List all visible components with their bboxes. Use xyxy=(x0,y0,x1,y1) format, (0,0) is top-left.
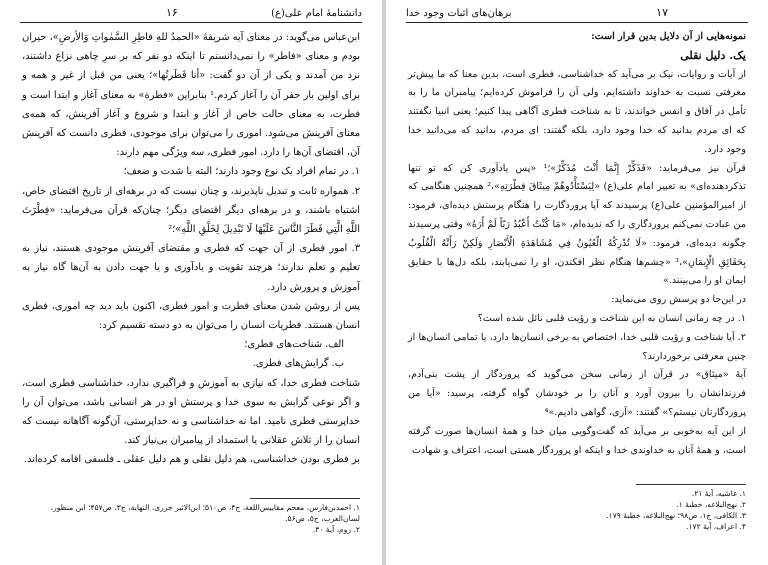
right-page-header xyxy=(406,4,748,23)
paragraph: شناخت فطری خدا، که نیازی به آموزش و فراگیری ندارد، خداشناسی فطری است، و اگر نوعی گرایش به سوی خدا و پرستش او در هر انسانی باشد، می‌توان آن را خداپرستی فطری نامید. اما نه خداشناسی و نه خداپرستی، آن‌گونه آگاهانه نیست که انسان را از تلاش عقلانی یا استمداد از پیامبران بی‌نیاز کند. xyxy=(22,377,360,447)
list-item: ۳. امور فطری از آن جهت که فطری و مقتضای آفرینش موجودی هستند، نیاز به تعلیم و تعلم ندارند؛ هرچند تقویت و یادآوری و یا جهت دادن به آن‌ها گاه نیاز به آموزش و پرورش دارد. xyxy=(22,243,360,293)
paragraph: آیهٔ «میثاق» در قرآن از زمانی سخن می‌گوید که پروردگار از پشت بنی‌آدم، فرزندانشان را بیرون آورد و آنان را بر خودشان گواه گرفته، پرسید: «آیا من پروردگارتان نیستم؟» گفتند: «آری، گواهی دادیم.»⁴ xyxy=(408,369,746,418)
footnote: ۲. روم، آیهٔ ۳۰. xyxy=(312,525,360,534)
list-item: الف. شناخت‌های فطری؛ xyxy=(244,339,344,351)
footnote: ۴. اعراف، آیهٔ ۱۷۲. xyxy=(686,522,746,531)
running-title: دانشنامهٔ امام علی(ع) xyxy=(271,8,362,19)
right-page xyxy=(386,0,768,565)
left-page xyxy=(0,0,382,565)
footnote: ۱. غاشیه، آیهٔ ۲۱. xyxy=(691,489,746,498)
paragraph: ابن‌عباس می‌گوید: در معنای آیه شریفهٔ «الحمدُ للهِ فاطِرِ السَّمٰواتِ وَالأرضِ»، حیران بودم و معنای «فاطر» را نمی‌دانستم تا اینکه دو نفر که بر سرِ چاهی نزاع داشتند، نزد من آمدند و یکی از آن دو گفت: «أنا فَطَرتُها»؛ یعنی من قبل از غیر و همه و برای اولین بار حفر آن را آغاز کردم.¹ بنابراین «فطرة» به معنای آغاز و ابتدا است و فطرت، به معنای حالت خاص از آغاز و ابتدا و شروع و آغاز آفرینش، که همه‌ی معنای آفرینش می‌شود. اموری را می‌توان برای موجودی، فطری دانست که آفرینش آن، اقتضای آن‌ها را دارد. امور فطری، سه ویژگی مهم دارند: xyxy=(22,32,361,159)
paragraph: از این آیه به‌خوبی بر می‌آید که گفت‌وگویی میان خدا و همهٔ انسان‌ها صورت گرفته است، و همهٔ آنان به خداوندی خدا و اینکه او پروردگار هستی است، اعتراف و شهادت xyxy=(408,425,746,456)
paragraph: بر فطری بودن خداشناسی، هم دلیل نقلی و هم دلیل عقلی ـ فلسفی اقامه کرده‌اند. xyxy=(23,454,360,466)
footnote: ۲. نهج‌البلاغه، خطبهٔ ۱. xyxy=(676,500,746,509)
footnotes xyxy=(22,502,360,535)
page-number: ۱۷ xyxy=(656,6,668,19)
right-page-body xyxy=(408,28,746,460)
footnote-divider xyxy=(636,484,746,485)
list-item: ۲. آیا شناخت و رؤیت قلبی خدا، اختصاص به برخی انسان‌ها دارد، یا تمامی انسان‌ها از چنین معرفتی برخوردارند؟ xyxy=(408,331,746,362)
page-number: ۱۶ xyxy=(166,6,178,19)
list-item: ب. گرایش‌های فطری. xyxy=(252,358,344,370)
footnotes xyxy=(408,488,746,532)
left-page-body xyxy=(22,28,360,470)
list-item: ۲. همواره ثابت و تبدیل ناپذیرند، و چنان نیست که در برهه‌ای از تاریخ اقتضای خاص، اشتیاه باشند، و در برهه‌ای دیگر اقتضای دیگر؛ چنان‌که قرآن می‌فرماید: «فِطْرَتَ اللَّهِ الَّتِي فَطَرَ النَّاسَ عَلَيْهَا لَا تَبْدِيلَ لِخَلْقِ اللَّهِ»؛² xyxy=(22,185,360,236)
footnote: ۱. احمدبن‌فارس، معجم مقاییس‌اللغة، ج۴، ص۵۱۰؛ ابن‌الاثیر جزری، النهایة، ج۳، ص۴۵۷؛ ابن منظور، لسان‌العرب، ج۵، ص۵۶. xyxy=(50,503,360,523)
paragraph: در این‌جا دو پرسش روی می‌نماید: xyxy=(611,294,746,306)
paragraph: قرآن نیز می‌فرماید: «فَذَكِّرْ إِنَّمَا أَنْتَ مُذَكِّرٌ»؛¹ «پس یادآوری کن که تو تنها تذکردهنده‌ای» به تعبیر امام علی(ع) «لِيَسْتَأْدُوهُمْ مِيثَاقَ فِطْرَتِهِ»،² همچنین هنگامی که از امیرالمؤمنین علی(ع) پرسیدند که آیا پروردگارت را هنگام پرستش دیده‌ای، فرمود: من عبادت نمی‌کنم پروردگاری را که ندیده‌ام، «مَا كُنْتُ أَعْبُدُ رَبّاً لَمْ أَرَهُ» وقتی پرسیدند چگونه دیده‌ای، فرمود: «لَا تُدْرِكُهُ الْعُيُونُ فِي مُشَاهَدَةِ الْأَبْصَارِ وَلَكِنْ رَأَتْهُ الْقُلُوبُ بِحَقَائِقِ الْإِيمَانِ»،³ «چشم‌ها هنگام نظر افکندن، او را نمی‌یابند، بلکه دل‌ها با حقایق ایمان او را می‌بینند.» xyxy=(408,162,746,287)
running-title: برهان‌های اثبات وجود خدا xyxy=(406,8,512,19)
footnote-divider xyxy=(250,498,360,499)
list-item: ۱. در تمام افراد یک نوع وجود دارند؛ البته با شدت و ضعف؛ xyxy=(123,166,360,178)
intro-line: نمونه‌هایی از آن دلایل بدین قرار است: xyxy=(591,31,746,42)
paragraph: از آیات و روایات، نیک بر می‌آید که خداشناسی، فطری است، بدین معنا که ما پیش‌تر معرفتی نسبت به خداوند داشته‌ایم، ولی آن را فراموش کرده‌ایم؛ پیامبران ما را به تأمل در آفاق و انفس خواندند، تا به شناخت فطری آگاهی پیدا کنیم؛ یعنی انبیا نگفتند که ای مردم بدانید که خدا وجود دارد، بلکه گفتند: ای مردم، بدانید که می‌دانید خدا وجود دارد. xyxy=(408,68,746,155)
list-item: ۱. در چه زمانی انسان به این شناخت و رؤیت قلبی نائل شده است؟ xyxy=(477,312,746,324)
section-heading: یک. دلیل نقلی xyxy=(680,48,746,62)
left-page-header xyxy=(20,4,362,23)
footnote: ۳. الکافی، ج۱، ص۹۸؛ نهج‌البلاغه، خطبهٔ ۱۷۹. xyxy=(606,511,746,520)
paragraph: پس از روشن شدن معنای فطرت و امور فطری، اکنون باید دید چه اموری، فطری انسان هستند. فطریات انسان را می‌توان به دو دسته تقسیم کرد: xyxy=(22,300,360,332)
